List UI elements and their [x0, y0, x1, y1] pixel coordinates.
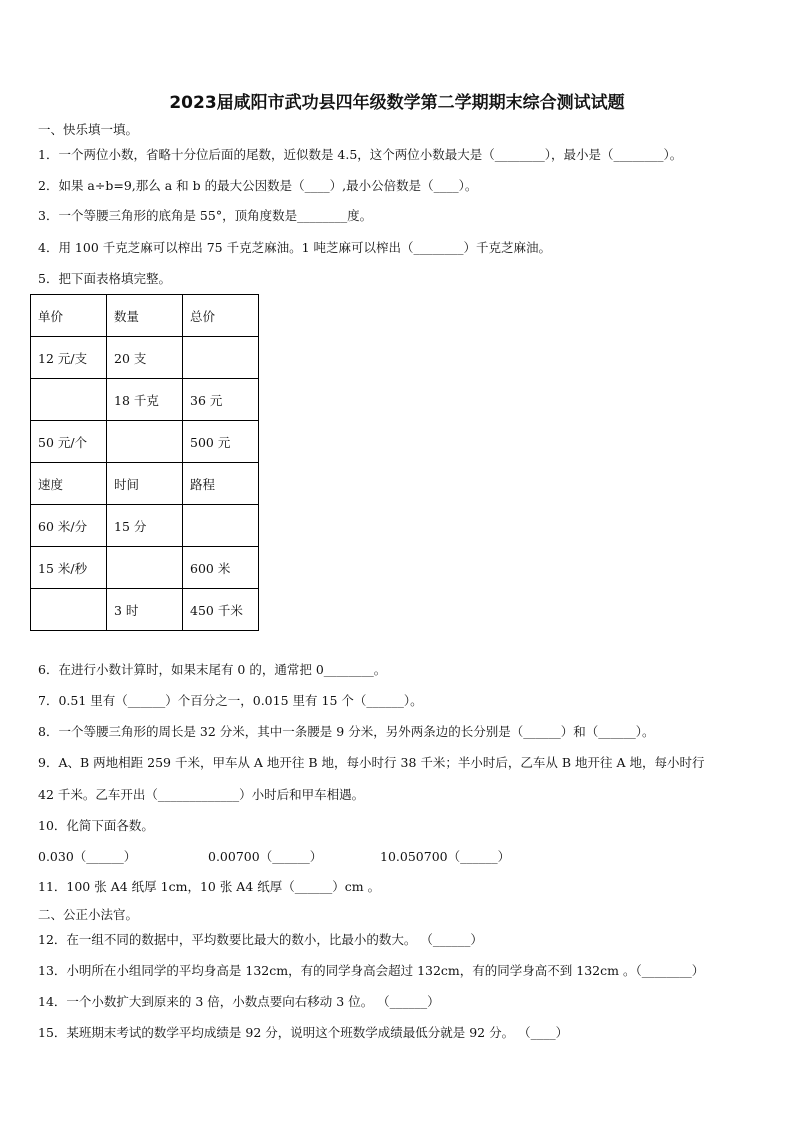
- question-12: 12．在一组不同的数据中，平均数要比最大的数小，比最小的数大。 （______）: [38, 932, 483, 947]
- table-cell: 60 米/分: [31, 505, 107, 547]
- question-13: 13．小明所在小组同学的平均身高是 132cm，有的同学身高会超过 132cm，有的同学身高不到 132cm 。（________）: [38, 963, 705, 978]
- question-11: 11．100 张 A4 纸厚 1cm，10 张 A4 纸厚（______）cm 。: [38, 879, 381, 894]
- question-6: 6．在进行小数计算时，如果末尾有 0 的，通常把 0________。: [38, 662, 387, 677]
- question-2: 2．如果 a÷b=9,那么 a 和 b 的最大公因数是（____）,最小公倍数是（____）。: [38, 178, 478, 193]
- question-10: 10．化简下面各数。: [38, 818, 154, 833]
- question-4: 4．用 100 千克芝麻可以榨出 75 千克芝麻油。1 吨芝麻可以榨出（________）千克芝麻油。: [38, 240, 552, 255]
- table-cell: 20 支: [107, 337, 183, 379]
- question-7: 7．0.51 里有（______）个百分之一，0.015 里有 15 个（______）。: [38, 693, 423, 708]
- question-9-line-1: 9．A、B 两地相距 259 千米，甲车从 A 地开往 B 地，每小时行 38 千米；半小时后，乙车从 B 地开往 A 地，每小时行: [38, 755, 705, 770]
- question-8: 8．一个等腰三角形的周长是 32 分米，其中一条腰是 9 分米，另外两条边的长分别是（______）和（______）。: [38, 724, 655, 739]
- table-row: [31, 505, 259, 547]
- table-cell: 600 米: [183, 547, 259, 589]
- table-cell: 时间: [107, 463, 183, 505]
- table-cell: 18 千克: [107, 379, 183, 421]
- table-row: [31, 589, 259, 631]
- table-cell: 总价: [183, 295, 259, 337]
- section-heading-2: 二、公正小法官。: [38, 907, 139, 922]
- table-cell: 15 分: [107, 505, 183, 547]
- table-cell: [31, 379, 107, 421]
- section-heading-1: 一、快乐填一填。: [38, 122, 139, 137]
- question-14: 14．一个小数扩大到原来的 3 倍，小数点要向右移动 3 位。 （______）: [38, 994, 440, 1009]
- table-cell: 500 元: [183, 421, 259, 463]
- table-cell: 速度: [31, 463, 107, 505]
- table-cell: 450 千米: [183, 589, 259, 631]
- table-cell: 12 元/支: [31, 337, 107, 379]
- table-row: [31, 421, 259, 463]
- table-row: [31, 295, 259, 337]
- table-cell: 3 时: [107, 589, 183, 631]
- table-cell: [107, 547, 183, 589]
- question-9-line-2: 42 千米。乙车开出（_____________）小时后和甲车相遇。: [38, 787, 365, 802]
- table-row: [31, 379, 259, 421]
- table-row: [31, 547, 259, 589]
- fill-in-table: [30, 294, 259, 631]
- question-3: 3．一个等腰三角形的底角是 55°，顶角度数是________度。: [38, 208, 373, 223]
- table-cell: 50 元/个: [31, 421, 107, 463]
- table-cell: 路程: [183, 463, 259, 505]
- q10-item-1: 0.030（______）: [38, 849, 137, 864]
- question-15: 15．某班期末考试的数学平均成绩是 92 分，说明这个班数学成绩最低分就是 92 分。 （____）: [38, 1025, 569, 1040]
- table-cell: 36 元: [183, 379, 259, 421]
- table-cell: [31, 589, 107, 631]
- table-row: [31, 337, 259, 379]
- table-cell: [183, 337, 259, 379]
- q10-item-2: 0.00700（______）: [208, 849, 323, 864]
- table-cell: 15 米/秒: [31, 547, 107, 589]
- q10-item-3: 10.050700（______）: [380, 849, 511, 864]
- table-row: [31, 463, 259, 505]
- question-5: 5．把下面表格填完整。: [38, 271, 171, 286]
- table-cell: [183, 505, 259, 547]
- page-title: 2023届咸阳市武功县四年级数学第二学期期末综合测试试题: [169, 93, 625, 113]
- table-cell: 单价: [31, 295, 107, 337]
- table-cell: [107, 421, 183, 463]
- question-1: 1．一个两位小数，省略十分位后面的尾数，近似数是 4.5，这个两位小数最大是（________），最小是（________）。: [38, 147, 683, 162]
- table-cell: 数量: [107, 295, 183, 337]
